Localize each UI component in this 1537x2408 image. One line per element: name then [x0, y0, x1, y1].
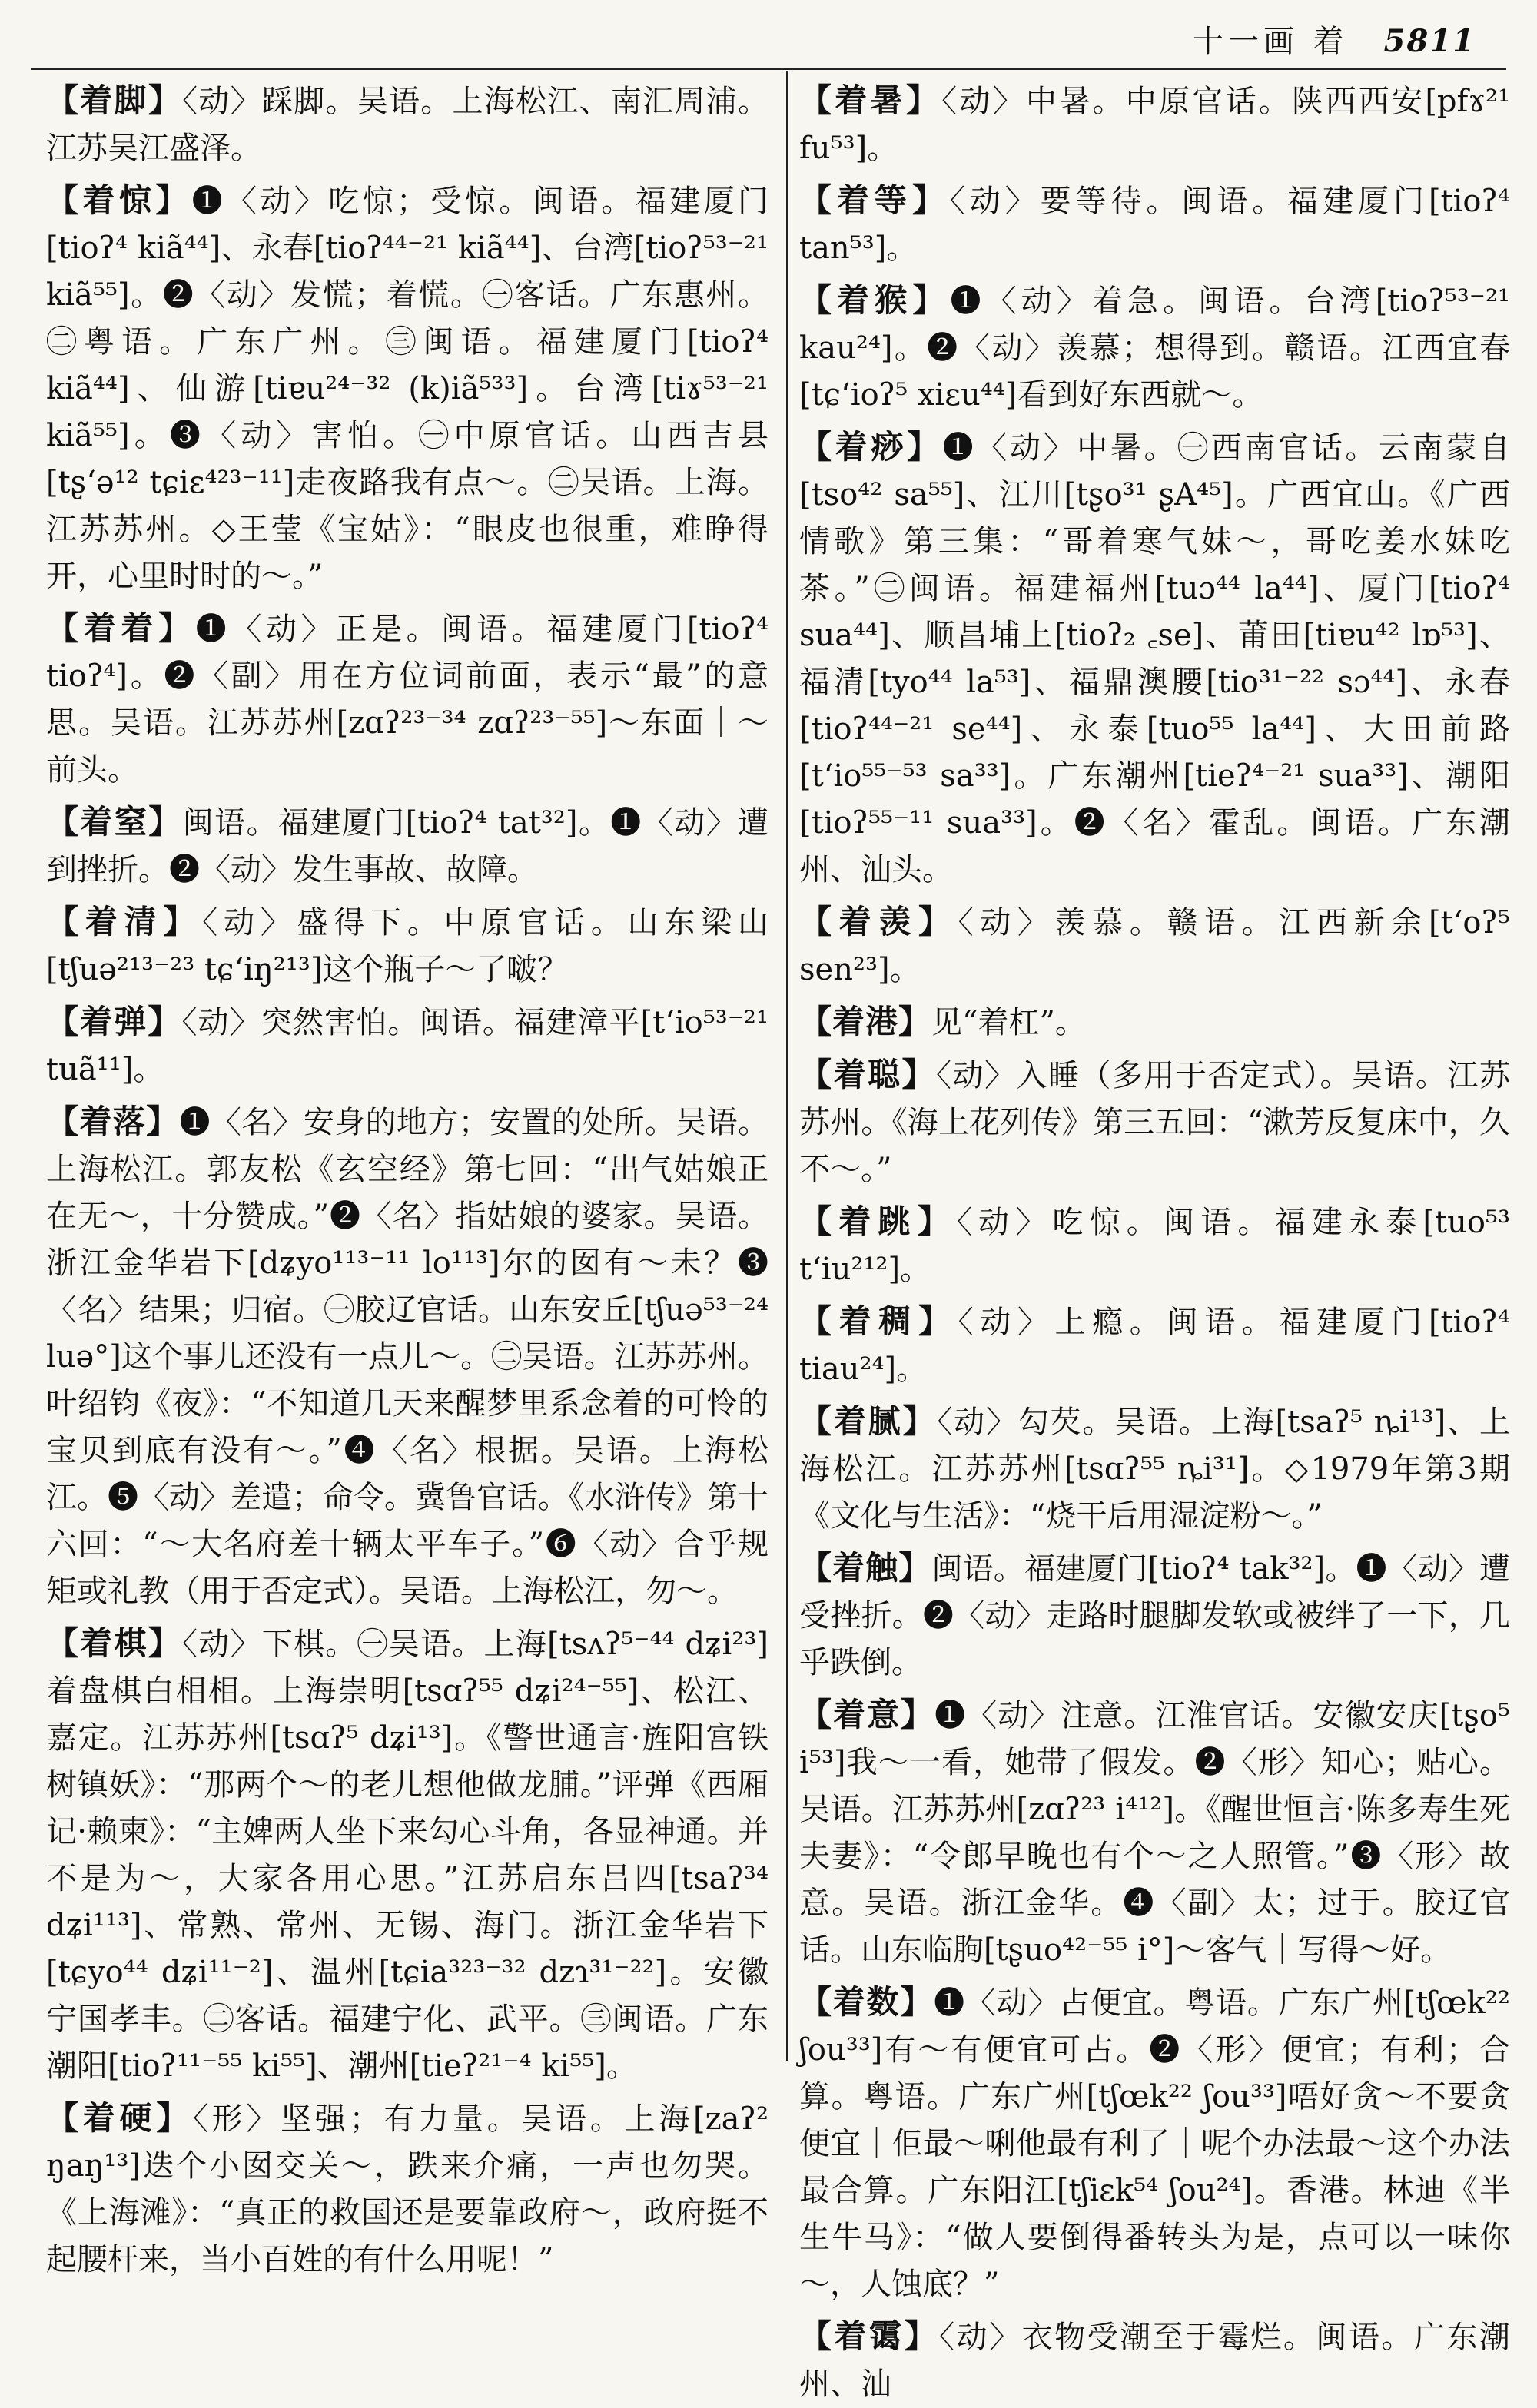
- page-number: 5811: [1383, 23, 1476, 59]
- headword: 【着霭】: [799, 2317, 940, 2355]
- headword: 【着弹】: [46, 1003, 182, 1040]
- headword: 【着数】: [799, 1983, 934, 2021]
- entry-text: 〈动〉盛得下。中原官话。山东梁山[tʃuə²¹³⁻²³ tɕʻiŋ²¹³]这个瓶子～了啵？: [46, 905, 768, 987]
- running-title: 十一画 着: [1192, 24, 1349, 59]
- headword: 【着窒】: [46, 803, 183, 841]
- headword: 【着稠】: [799, 1302, 958, 1340]
- dictionary-entry: [799, 2313, 1510, 2408]
- entry-text: 闽语。福建厦门[tioʔ⁴ tat³²]。❶〈动〉遭到挫折。❷〈动〉发生事故、故障。: [46, 805, 768, 887]
- entry-text: 〈动〉衣物受潮至于霉烂。闽语。广东潮州、汕: [799, 2320, 1510, 2402]
- dictionary-entry: [799, 1298, 1510, 1393]
- entry-text: 〈动〉吃惊。闽语。福建永泰[tuo⁵³ tʻiu²¹²]。: [799, 1205, 1510, 1287]
- headword: 【着棋】: [46, 1624, 183, 1662]
- entry-text: 〈动〉勾芡。吴语。上海[tsaʔ⁵ ȵi¹³]、上海松江。江苏苏州[tsɑʔ⁵⁵ ȵi³¹]。◇1979年第3期《文化与生活》：“烧干后用湿淀粉～。”: [799, 1405, 1510, 1534]
- right-column: [799, 77, 1510, 2402]
- headword: 【着等】: [799, 181, 950, 219]
- headword: 【着意】: [799, 1696, 935, 1733]
- entry-text: 闽语。福建厦门[tioʔ⁴ tak³²]。❶〈动〉遭受挫折。❷〈动〉走路时腿脚发软或被绊了一下，几乎跌倒。: [799, 1551, 1510, 1680]
- dictionary-entry: [799, 423, 1510, 894]
- entry-text: ❶〈动〉着急。闽语。台湾[tioʔ⁵³⁻²¹ kau²⁴]。❷〈动〉羡慕；想得到。赣语。江西宜春[tɕʻioʔ⁵ xiɛu⁴⁴]看到好东西就～。: [799, 284, 1510, 413]
- left-column: [46, 77, 768, 2277]
- dictionary-entry: [46, 1620, 768, 2090]
- entry-text: 〈动〉踩脚。吴语。上海松江、南汇周浦。江苏吴江盛泽。: [46, 84, 768, 166]
- dictionary-entry: [799, 998, 1510, 1046]
- headword: 【着落】: [46, 1103, 180, 1140]
- dictionary-entry: [46, 77, 768, 172]
- headword: 【着痧】: [799, 428, 943, 466]
- entry-text: 〈动〉要等待。闽语。福建厦门[tioʔ⁴ tan⁵³]。: [799, 184, 1510, 266]
- dictionary-entry: [46, 177, 768, 600]
- column-divider: [786, 71, 788, 2061]
- header-rule: [31, 68, 1506, 70]
- entry-text: 〈动〉中暑。中原官话。陕西西安[pfɤ²¹ fu⁵³]。: [799, 84, 1510, 166]
- dictionary-entry: [799, 177, 1510, 272]
- headword: 【着港】: [799, 1003, 932, 1040]
- entry-text: 〈动〉下棋。㊀吴语。上海[tsʌʔ⁵⁻⁴⁴ dʑi²³]着盘棋白相相。上海崇明[tsɑʔ⁵⁵ dʑi²⁴⁻⁵⁵]、松江、嘉定。江苏苏州[tsɑʔ⁵ dʑi¹³]。《警世通言·旌阳宫铁树镇妖》：“那两个～的老儿想他做龙脯。”评弹《西厢记·赖柬》：“主婢两人坐下来勾心斗角，各显神通。并不是为～，大家各用心思。”江苏启东吕四[tsaʔ³⁴ dʑi¹¹³]、常熟、常州、无锡、海门。浙江金华岩下[tɕyo⁴⁴ dʑi¹¹⁻²]、温州[tɕia³²³⁻³² dzɿ³¹⁻²²]。安徽宁国孝丰。㊁客话。福建宁化、武平。㊂闽语。广东潮阳[tioʔ¹¹⁻⁵⁵ ki⁵⁵]、潮州[tieʔ²¹⁻⁴ ki⁵⁵]。: [46, 1627, 768, 2084]
- dictionary-entry: [46, 2095, 768, 2284]
- dictionary-entry: [799, 77, 1510, 172]
- entry-text: ❶〈动〉占便宜。粤语。广东广州[tʃœk²² ʃou³³]有～有便宜可占。❷〈形〉便宜；有利；合算。粤语。广东广州[tʃœk²² ʃou³³]唔好贪～不要贪便宜｜佢最～唎他最有利了｜呢个办法最～这个办法最合算。广东阳江[tʃiɛk⁵⁴ ʃou²⁴]。香港。林迪《半生牛马》：“做人要倒得番转头为是，点可以一味你～，人蚀底？”: [799, 1985, 1510, 2302]
- dictionary-entry: [799, 277, 1510, 419]
- headword: 【着羡】: [799, 903, 958, 940]
- headword: 【着触】: [799, 1549, 932, 1587]
- headword: 【着着】: [46, 609, 196, 647]
- headword: 【着跳】: [799, 1202, 957, 1240]
- headword: 【着硬】: [46, 2099, 193, 2137]
- dictionary-entry: [46, 1098, 768, 1615]
- entry-text: 〈动〉突然害怕。闽语。福建漳平[tʻio⁵³⁻²¹ tuã¹¹]。: [46, 1005, 768, 1087]
- headword: 【着惊】: [46, 181, 192, 219]
- headword: 【着暑】: [799, 81, 942, 119]
- entry-text: ❶〈动〉吃惊；受惊。闽语。福建厦门[tioʔ⁴ kiã⁴⁴]、永春[tioʔ⁴⁴⁻²¹ kiã⁴⁴]、台湾[tioʔ⁵³⁻²¹ kiã⁵⁵]。❷〈动〉发慌；着慌。㊀客话。广东惠州。㊁粤语。广东广州。㊂闽语。福建厦门[tioʔ⁴ kiã⁴⁴]、仙游[tiɐu²⁴⁻³² (k)iã⁵³³]。台湾[tiɤ⁵³⁻²¹ kiã⁵⁵]。❸〈动〉害怕。㊀中原官话。山西吉县[tʂʻə¹² tɕiɛ⁴²³⁻¹¹]走夜路我有点～。㊁吴语。上海。江苏苏州。◇王莹《宝姑》：“眼皮也很重，难睁得开，心里时时的～。”: [46, 184, 768, 594]
- dictionary-entry: [799, 1978, 1510, 2308]
- headword: 【着腻】: [799, 1402, 938, 1440]
- dictionary-entry: [46, 998, 768, 1093]
- headword: 【着聪】: [799, 1056, 936, 1093]
- entry-text: 〈形〉坚强；有力量。吴语。上海[zaʔ² ŋaŋ¹³]迭个小囡交关～，跌来介痛，一声也勿哭。《上海滩》：“真正的救国还是要靠政府～，政府挺不起腰杆来，当小百姓的有什么用呢！”: [46, 2101, 768, 2277]
- entry-text: 见“着杠”。: [931, 1005, 1086, 1040]
- dictionary-entry: [799, 1198, 1510, 1293]
- dictionary-entry: [799, 1691, 1510, 1974]
- headword: 【着脚】: [46, 81, 183, 119]
- entry-text: ❶〈动〉中暑。㊀西南官话。云南蒙自[tso⁴² sa⁵⁵]、江川[tʂo³¹ ʂA⁴⁵]。广西宜山。《广西情歌》第三集：“哥着寒气妹～，哥吃姜水妹吃茶。”㊁闽语。福建福州[tuɔ⁴⁴ la⁴⁴]、厦门[tioʔ⁴ sua⁴⁴]、顺昌埔上[tioʔ₂ ꜀se]、莆田[tiɐu⁴² lɒ⁵³]、福清[tyo⁴⁴ la⁵³]、福鼎澳腰[tio³¹⁻²² sɔ⁴⁴]、永春[tioʔ⁴⁴⁻²¹ se⁴⁴]、永泰[tuo⁵⁵ la⁴⁴]、大田前路[tʻio⁵⁵⁻⁵³ sa³³]。广东潮州[tieʔ⁴⁻²¹ sua³³]、潮阳[tioʔ⁵⁵⁻¹¹ sua³³]。❷〈名〉霍乱。闽语。广东潮州、汕头。: [799, 430, 1510, 887]
- dictionary-entry: [799, 898, 1510, 993]
- headword: 【着清】: [46, 903, 203, 940]
- dictionary-entry: [799, 1051, 1510, 1193]
- entry-text: 〈动〉入睡（多用于否定式）。吴语。江苏苏州。《海上花列传》第三五回：“漱芳反复床中，久不～。”: [799, 1058, 1510, 1187]
- dictionary-entry: [46, 605, 768, 794]
- dictionary-entry: [46, 898, 768, 993]
- entry-text: ❶〈名〉安身的地方；安置的处所。吴语。上海松江。郭友松《玄空经》第七回：“出气姑娘正在无～，十分赞成。”❷〈名〉指姑娘的婆家。吴语。浙江金华岩下[dʑyo¹¹³⁻¹¹ lo¹¹³]尔的囡有～未？❸〈名〉结果；归宿。㊀胶辽官话。山东安丘[tʃuə⁵³⁻²⁴ luə°]这个事儿还没有一点儿～。㊁吴语。江苏苏州。叶绍钧《夜》：“不知道几天来醒梦里系念着的可怜的宝贝到底有没有～。”❹〈名〉根据。吴语。上海松江。❺〈动〉差遣；命令。冀鲁官话。《水浒传》第十六回：“～大名府差十辆太平车子。”❻〈动〉合乎规矩或礼教（用于否定式）。吴语。上海松江，勿～。: [46, 1105, 768, 1609]
- entry-text: ❶〈动〉注意。江淮官话。安徽安庆[tʂo⁵ i⁵³]我～一看，她带了假发。❷〈形〉知心；贴心。吴语。江苏苏州[zɑʔ²³ i⁴¹²]。《醒世恒言·陈多寿生死夫妻》：“令郎早晚也有个～之人照管。”❸〈形〉故意。吴语。浙江金华。❹〈副〉太；过于。胶辽官话。山东临朐[tʂuo⁴²⁻⁵⁵ i°]～客气｜写得～好。: [799, 1698, 1510, 1968]
- dictionary-entry: [799, 1544, 1510, 1687]
- entry-text: 〈动〉羡慕。赣语。江西新余[tʻoʔ⁵ sen²³]。: [799, 905, 1510, 987]
- dictionary-entry: [46, 798, 768, 894]
- entry-text: ❶〈动〉正是。闽语。福建厦门[tioʔ⁴ tioʔ⁴]。❷〈副〉用在方位词前面，表示“最”的意思。吴语。江苏苏州[zɑʔ²³⁻³⁴ zɑʔ²³⁻⁵⁵]～东面｜～前头。: [46, 612, 768, 788]
- running-head: [1193, 17, 1476, 61]
- headword: 【着猴】: [799, 281, 951, 319]
- entry-text: 〈动〉上瘾。闽语。福建厦门[tioʔ⁴ tiau²⁴]。: [799, 1305, 1510, 1387]
- dictionary-entry: [799, 1398, 1510, 1540]
